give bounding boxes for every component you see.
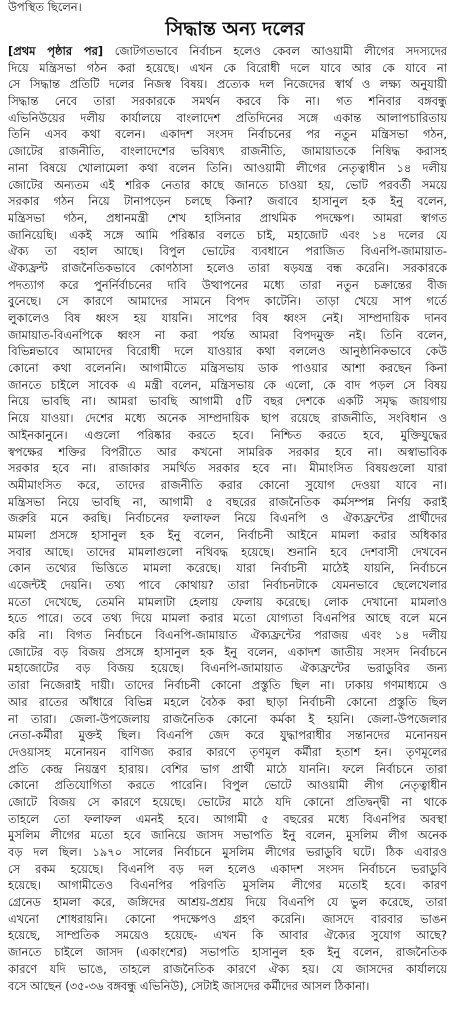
article-line: সরকার গঠন নিয়ে টানাপড়েন চলছে কিনা? জবাবে হাসানুল হক ইনু বলেন, [8, 194, 447, 209]
previous-article-tail: উপস্থিত ছিলেন। [8, 0, 82, 14]
article-line: মুসলিম লীগের মতো হবে জানিয়ে জাসদ সভাপতি ইনু বলেন, মুসলিম লীগ অনেক [8, 828, 447, 843]
article-line: জোটে বিজয় সে কারণে হয়েছে। ভোটের মাঠে যদি কোনো প্রতিদ্বন্দ্বী না থাকে [8, 794, 447, 809]
article-line: এখনো শোধরায়নি। কোনো পদক্ষেপও গ্রহণ করেনি। জাসদে বারবার ভাঙন [8, 911, 447, 926]
article-line: সিদ্ধান্ত নেবে তারা সরকারকে সমর্থন করবে কি না। গত শনিবার বঙ্গবন্ধু [8, 94, 447, 109]
article-line: নেতা-কর্মীরা মুক্তই ছিল। বিএনপি জেদ করে যুদ্ধাপরাধীর সন্তানদের মনোনয়ন [8, 728, 447, 743]
article-line: মন্ত্রিসভা গঠন, প্রধানমন্ত্রী শেখ হাসিনার প্রাথমিক পদক্ষেপ। আমরা স্বাগত [8, 210, 447, 225]
article-line: সরকার হবে না। রাজাকার সমর্থিত সরকার হবে না। মীমাংসিত বিষয়গুলো যারা [8, 461, 447, 476]
article-line: মামলা প্রসঙ্গে হাসানুল হক ইনু বলেন, নির্বাচনী আইনে মামলা করার অধিকার [8, 527, 447, 542]
article-line: পদত্যাগ করে পুনর্নির্বাচনের দাবি উত্থাপনের মধ্যে তারা নতুন চক্রান্তের বীজ [8, 277, 447, 292]
article-line: গ্রেনেড হামলা করে, জঙ্গিদের আশ্রয়-প্রশ্রয় দিয়ে বিএনপি যে ভুল করেছে, তারা [8, 895, 447, 910]
article-line: জোটের অন্যতম এই শরিক নেতার কাছে জানতে চাওয়া হয়, ভোট পরবর্তী সময়ে [8, 177, 447, 192]
article-line: মতো দেখেছে, তেমনি মামলাটা হেলায় ফেলায় করেছে। লোক দেখানো মামলাও [8, 594, 447, 609]
article-line: কোনো কথা বলেননি। আগামীতে মন্ত্রিসভায় ডাক পাওয়ার আশা করছেন কিনা [8, 361, 447, 376]
continuation-tag: [প্রথম পৃষ্ঠার পর] [8, 44, 104, 58]
article-line: ঐক্য তা বহাল আছে। বিপুল ভোটের ব্যবধানে পরাজিত বিএনপি-জামায়াত- [8, 244, 447, 259]
article-line: জানিয়েছি। একই সঙ্গে আমি পরিষ্কার বলতে চাই, মহাজোট এবং ১৪ দলের যে [8, 227, 447, 242]
article-line: কারণে যদি ভাঙে, তাহলে রাজনৈতিক কারণে ঐক্য হয়। যে জাসদের কার্যালয়ে [8, 961, 447, 976]
article-line: করি না। বিগত নির্বাচনে বিএনপি-জামায়াত ঐক্যফ্রন্টের পরাজয় এবং ১৪ দলীয় [8, 628, 447, 643]
article-headline: সিদ্ধান্ত অন্য দলের [165, 18, 305, 40]
article-line: নিয়ে যাওয়া। দেশের মধ্যে অনেক সাম্প্রদায়িক ছাপ রয়েছে রাজনীতি, সংবিধান ও [8, 411, 447, 426]
article-line: তাহলে তো ফলাফল এমনই হবে। আগামী ৫ বছরের মধ্যে বিএনপির অবস্থা [8, 811, 447, 826]
article-line: জানতে চাইলে জাসদ (একাংশের) সভাপতি হাসানুল হক ইনু বলেন, রাজনৈতিক [8, 945, 447, 960]
article-line: জোটের বড় বিজয় প্রসঙ্গে হাসানুল হক ইনু বলেন, একাদশ জাতীয় সংসদ নির্বাচনে [8, 644, 447, 659]
article-body [8, 43, 447, 994]
article-line: ঐক্যফ্রন্ট রাজনৈতিকভাবে কোণঠাসা হলেও তারা ষড়যন্ত্র বন্ধ করেনি। সরকারকে [8, 260, 447, 275]
article-line: স্বপক্ষের শক্তির বিপরীতে আর কখনো সামরিক সরকার হবে না। অস্বাভাবিক [8, 444, 447, 459]
article-line [8, 43, 447, 60]
article-line: জরুরি মনে করছি। নির্বাচনের ফলাফল নিয়ে বিএনপি ও ঐক্যফ্রন্টের প্রার্থীদের [8, 511, 447, 526]
article-line: নানা বিষয়ে খোলামেলা কথা বলেন তিনি। আওয়ামী লীগের নেতৃত্বাধীন ১৪ দলীয় [8, 160, 447, 175]
article-line: কোনো প্রতিযোগিতা করতে পারেনি। বিপুল ভোটে আওয়ামী লীগ নেতৃত্বাধীন [8, 778, 447, 793]
article-line: সে রকম হয়েছে। বিএনপি বড় দল হলেও একাদশ সংসদ নির্বাচনে ভরাডুবি [8, 861, 447, 876]
article-line: না তারা। জেলা-উপজেলায় রাজনৈতিক কোনো কর্মকা ই হয়নি। জেলা-উপজেলার [8, 711, 447, 726]
article-line: বসে আছেন (৩৫-৩৬ বঙ্গবন্ধু এভিনিউ), সেটাই জাসদের কর্মীদের আসল ঠিকানা। [8, 978, 370, 993]
article-line-text: জোটগতভাবে নির্বাচন হলেও কেবল আওয়ামী লীগের সদস্যদের [114, 44, 447, 58]
article-line: আর রাতের আঁধারে বিভিন্ন মহলে বৈঠক করা ছাড়া নির্বাচনী কোনো প্রস্তুতি ছিল [8, 694, 447, 709]
article-line: বুনেছে। সে কারণে আমাদের সামনে বিপদ কাটেনি। তাড়া খেয়ে সাপ গর্তে [8, 294, 447, 309]
article-line: তারা নিজেরাই দায়ী। তাদের নির্বাচনী কোনো প্রস্তুতি ছিল না। ঢাকায় গণমাধ্যমে ও [8, 678, 447, 693]
article-line: হতে পারে। তবে তথ্য দিয়ে মামলা করার মতো যোগ্যতা বিএনপির আছে বলে মনে [8, 611, 447, 626]
article-line: হয়েছে, সাম্প্রতিক সময়েও হয়েছে- এখন কি আবার ঐক্যের সুযোগ আছে? [8, 928, 447, 943]
article-line: মহাজোটের বড় বিজয় হয়েছে। বিএনপি-জামায়াত ঐক্যফ্রন্টের ভরাডুবির জন্য [8, 661, 447, 676]
article-line: লুকালেও বিষ ধ্বংস হয় যায়নি। সাপের বিষ ধ্বংস নেই। সাম্প্রদায়িক দানব [8, 311, 447, 325]
article-line: অমীমাংসিত করে, তাদের রাজনীতি করার কোনো সুযোগ দেওয়া যাবে না। [8, 477, 447, 492]
article-line: সে সিদ্ধান্ত প্রতিটি দলের নিজস্ব বিষয়। প্রত্যেক দল নিজেদের স্বার্থ ও লক্ষ্য অনুযায়ী [8, 77, 447, 92]
article-line: এভিনিউয়ের দলীয় কার্যালয়ে বাংলাদেশ প্রতিদিনের সঙ্গে একান্ত আলাপচারিতায় [8, 110, 447, 125]
article-line: জোটের রাজনীতি, বাংলাদেশের ভবিষ্যৎ রাজনীতি, জামায়াতকে নিষিদ্ধ করাসহ [8, 144, 447, 159]
article-line: আইনকানুনে। এগুলো পরিষ্কার করতে হবে। নিশ্চিত করতে হবে, মুক্তিযুদ্ধের [8, 427, 447, 442]
article-line: জানতে চাইলে সাবেক এ মন্ত্রী বলেন, মন্ত্রিসভায় কে এলো, কে বাদ পড়ল সে বিষয় [8, 377, 447, 392]
article-line: জামায়াত-বিএনপিকে ধ্বংস না করা পর্যন্ত আমরা বিপদমুক্ত নই। তিনি বলেন, [8, 327, 447, 342]
article-line: তিনি এসব কথা বলেন। একাদশ সংসদ নির্বাচনের পর নতুন মন্ত্রিসভা গঠন, [8, 127, 447, 142]
article-line: নিয়ে ভাবছি না। আমরা ভাবছি আগামী ৫টি বছর দেশকে একটি সমৃদ্ধ জায়গায় [8, 394, 447, 409]
article-line: দেওয়াসহ মনোনয়ন বাণিজ্য করার কারণে তৃণমূল কর্মীরা হতাশ হন। তৃণমূলের [8, 744, 447, 759]
article-line: হয়েছে। আগামীতেও বিএনপির পরিণতি মুসলিম লীগের মতোই হবে। কারণ [8, 878, 447, 893]
article-line: কোন তথ্যের ভিত্তিতে মামলা করেছে। যারা নির্বাচনী মাঠেই যায়নি, নির্বাচনে [8, 561, 447, 576]
article-line: প্রতি কেন্দ্র নিয়ন্ত্রণ হারায়। বেশির ভাগ প্রার্থী মাঠে যাননি। ফলে নির্বাচনে তারা [8, 761, 447, 776]
article-line: সবার আছে। তাদের মামলাগুলো নথিবদ্ধ হয়েছে। শুনানি হবে দেশবাসী দেখবেন [8, 544, 447, 559]
article-line: এজেন্টই দেয়নি। তথ্য পাবে কোথায়? তারা নির্বাচনটাকে যেমনভাবে ছেলেখেলার [8, 578, 447, 592]
article-line: বড় দল ছিল। ১৯৭০ সালের নির্বাচনে মুসলিম লীগের ভরাডুবি ঘটে। ঠিক এবারও [8, 845, 447, 859]
article-line: বিভিন্নভাবে আমাদের বিরোধী দলে যাওয়ার কথা বললেও আনুষ্ঠানিকভাবে কেউ [8, 344, 447, 359]
article-line: মন্ত্রিসভা নিয়ে ভাবছি না, আগামী ৫ বছরের রাজনৈতিক কর্মসম্পন্ন নির্ণয় করাই [8, 494, 447, 509]
article-line: দিয়ে মন্ত্রিসভা গঠন করা হয়েছে। এখন কে বিরোধী দলে যাবে আর কে যাবে না [8, 60, 447, 75]
